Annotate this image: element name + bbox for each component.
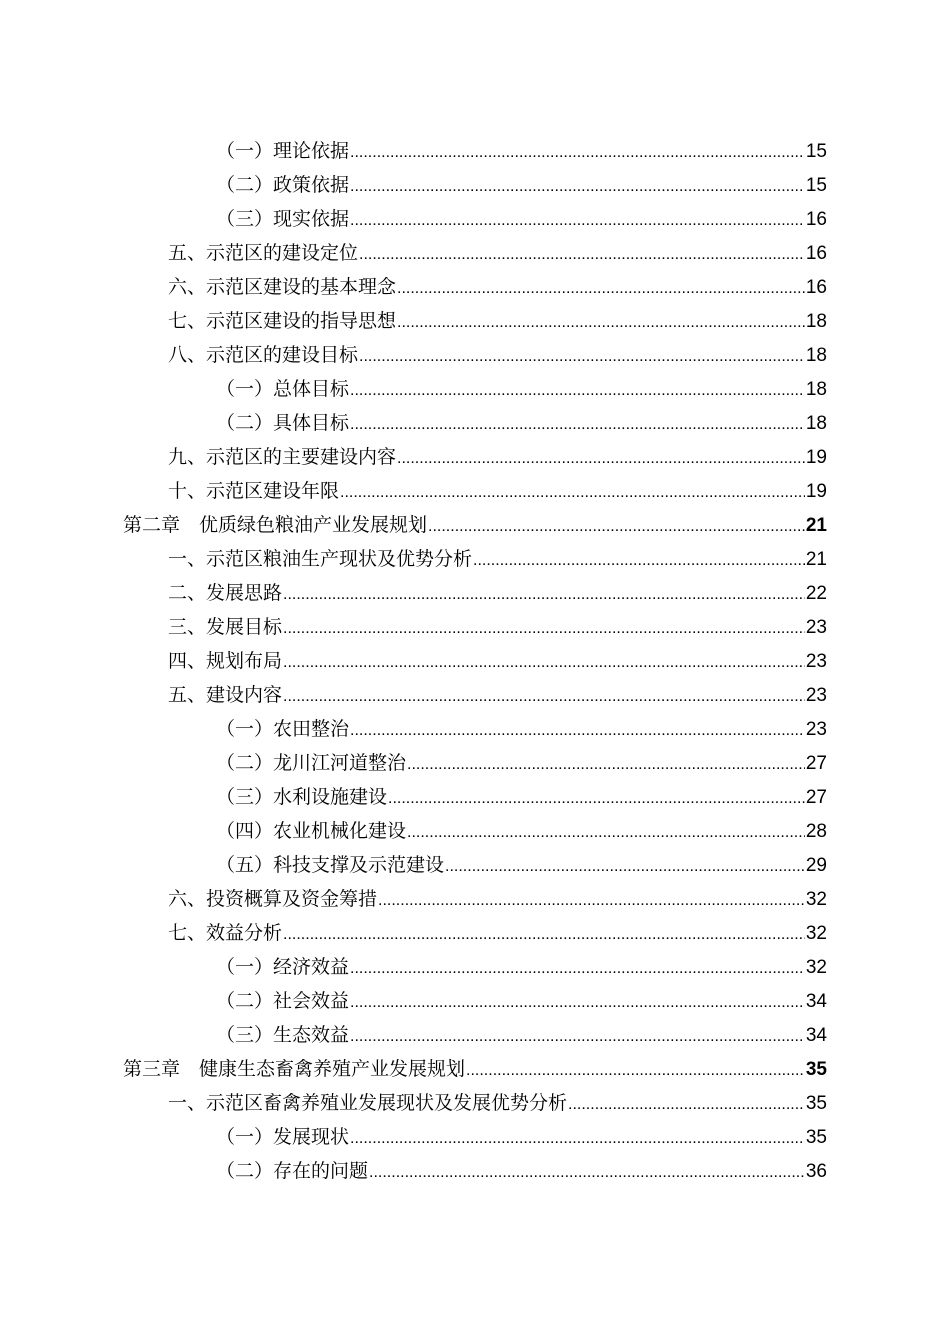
toc-entry-title: 五、建设内容: [168, 684, 283, 706]
toc-subsection-entry[interactable]: [0, 814, 950, 848]
toc-page-number: 35: [805, 1059, 827, 1080]
toc-dot-leader: [350, 986, 805, 1020]
toc-dot-leader: [283, 918, 805, 952]
toc-page-number: 18: [805, 413, 827, 434]
toc-page-number: 28: [805, 821, 827, 842]
toc-dot-leader: [397, 442, 805, 476]
toc-dot-leader: [340, 476, 805, 510]
toc-page-number: 19: [805, 481, 827, 502]
toc-page-number: 35: [805, 1093, 827, 1114]
toc-section-entry[interactable]: [0, 678, 950, 712]
toc-entry-title: 一、示范区粮油生产现状及优势分析: [168, 548, 473, 570]
toc-dot-leader: [428, 510, 805, 544]
toc-dot-leader: [407, 748, 805, 782]
toc-page-number: 23: [805, 651, 827, 672]
toc-dot-leader: [397, 272, 805, 306]
toc-dot-leader: [359, 238, 805, 272]
toc-entry-title: 七、示范区建设的指导思想: [168, 310, 397, 332]
toc-entry-title: 第三章 健康生态畜禽养殖产业发展规划: [123, 1058, 466, 1080]
toc-entry-title: 二、发展思路: [168, 582, 283, 604]
toc-entry-title: （二）社会效益: [216, 990, 350, 1012]
toc-page-number: 36: [805, 1161, 827, 1182]
toc-section-entry[interactable]: [0, 338, 950, 372]
toc-page-number: 32: [805, 889, 827, 910]
toc-dot-leader: [397, 306, 805, 340]
toc-subsection-entry[interactable]: [0, 202, 950, 236]
toc-subsection-entry[interactable]: [0, 406, 950, 440]
toc-chapter-entry[interactable]: [0, 508, 950, 542]
toc-page-number: 32: [805, 957, 827, 978]
toc-dot-leader: [369, 1156, 805, 1190]
toc-page-number: 19: [805, 447, 827, 468]
toc-entry-title: （四）农业机械化建设: [216, 820, 407, 842]
toc-subsection-entry[interactable]: [0, 984, 950, 1018]
toc-entry-title: 七、效益分析: [168, 922, 283, 944]
toc-dot-leader: [359, 340, 805, 374]
toc-dot-leader: [350, 136, 805, 170]
toc-section-entry[interactable]: [0, 474, 950, 508]
toc-section-entry[interactable]: [0, 576, 950, 610]
toc-entry-title: 十、示范区建设年限: [168, 480, 340, 502]
toc-entry-title: （一）理论依据: [216, 140, 350, 162]
toc-dot-leader: [466, 1054, 805, 1088]
toc-section-entry[interactable]: [0, 440, 950, 474]
toc-chapter-entry[interactable]: [0, 1052, 950, 1086]
toc-entry-title: 五、示范区的建设定位: [168, 242, 359, 264]
toc-dot-leader: [378, 884, 805, 918]
toc-section-entry[interactable]: [0, 916, 950, 950]
toc-page-number: 16: [805, 277, 827, 298]
toc-entry-title: （二）具体目标: [216, 412, 350, 434]
toc-subsection-entry[interactable]: [0, 780, 950, 814]
toc-subsection-entry[interactable]: [0, 950, 950, 984]
toc-subsection-entry[interactable]: [0, 1120, 950, 1154]
toc-entry-title: （五）科技支撑及示范建设: [216, 854, 445, 876]
table-of-contents: [0, 134, 950, 1188]
toc-dot-leader: [407, 816, 805, 850]
toc-page-number: 15: [805, 141, 827, 162]
toc-entry-title: 三、发展目标: [168, 616, 283, 638]
toc-entry-title: 八、示范区的建设目标: [168, 344, 359, 366]
toc-entry-title: 六、示范区建设的基本理念: [168, 276, 397, 298]
toc-dot-leader: [350, 170, 805, 204]
toc-entry-title: （一）经济效益: [216, 956, 350, 978]
toc-dot-leader: [350, 952, 805, 986]
toc-entry-title: （三）生态效益: [216, 1024, 350, 1046]
toc-page-number: 32: [805, 923, 827, 944]
toc-page-number: 34: [805, 1025, 827, 1046]
toc-subsection-entry[interactable]: [0, 848, 950, 882]
toc-section-entry[interactable]: [0, 1086, 950, 1120]
toc-dot-leader: [283, 578, 805, 612]
toc-entry-title: （一）农田整治: [216, 718, 350, 740]
toc-dot-leader: [473, 544, 805, 578]
toc-page-number: 23: [805, 617, 827, 638]
toc-entry-title: 六、投资概算及资金筹措: [168, 888, 378, 910]
toc-entry-title: 一、示范区畜禽养殖业发展现状及发展优势分析: [168, 1092, 568, 1114]
toc-page-number: 22: [805, 583, 827, 604]
toc-entry-title: （二）龙川江河道整治: [216, 752, 407, 774]
toc-entry-title: 四、规划布局: [168, 650, 283, 672]
toc-page-number: 23: [805, 685, 827, 706]
toc-entry-title: （二）存在的问题: [216, 1160, 369, 1182]
toc-subsection-entry[interactable]: [0, 746, 950, 780]
toc-page-number: 27: [805, 787, 827, 808]
toc-dot-leader: [388, 782, 805, 816]
toc-section-entry[interactable]: [0, 610, 950, 644]
toc-page-number: 29: [805, 855, 827, 876]
toc-page-number: 21: [805, 549, 827, 570]
toc-page-number: 18: [805, 345, 827, 366]
toc-dot-leader: [568, 1088, 805, 1122]
toc-subsection-entry[interactable]: [0, 712, 950, 746]
toc-entry-title: （二）政策依据: [216, 174, 350, 196]
toc-page-number: 34: [805, 991, 827, 1012]
toc-dot-leader: [350, 1122, 805, 1156]
toc-page-number: 35: [805, 1127, 827, 1148]
toc-section-entry[interactable]: [0, 882, 950, 916]
toc-dot-leader: [350, 1020, 805, 1054]
toc-page-number: 18: [805, 311, 827, 332]
toc-subsection-entry[interactable]: [0, 1154, 950, 1188]
toc-subsection-entry[interactable]: [0, 134, 950, 168]
toc-section-entry[interactable]: [0, 236, 950, 270]
toc-dot-leader: [283, 680, 805, 714]
toc-page-number: 23: [805, 719, 827, 740]
toc-page-number: 16: [805, 209, 827, 230]
toc-page-number: 27: [805, 753, 827, 774]
toc-entry-title: （一）发展现状: [216, 1126, 350, 1148]
toc-subsection-entry[interactable]: [0, 372, 950, 406]
toc-dot-leader: [350, 714, 805, 748]
toc-subsection-entry[interactable]: [0, 1018, 950, 1052]
toc-subsection-entry[interactable]: [0, 168, 950, 202]
toc-dot-leader: [445, 850, 805, 884]
toc-section-entry[interactable]: [0, 644, 950, 678]
toc-dot-leader: [283, 612, 805, 646]
toc-page-number: 21: [805, 515, 827, 536]
toc-entry-title: 第二章 优质绿色粮油产业发展规划: [123, 514, 428, 536]
toc-page-number: 15: [805, 175, 827, 196]
toc-entry-title: （三）水利设施建设: [216, 786, 388, 808]
toc-section-entry[interactable]: [0, 270, 950, 304]
toc-page-number: 18: [805, 379, 827, 400]
toc-section-entry[interactable]: [0, 542, 950, 576]
toc-dot-leader: [350, 204, 805, 238]
toc-page-number: 16: [805, 243, 827, 264]
toc-entry-title: 九、示范区的主要建设内容: [168, 446, 397, 468]
toc-entry-title: （三）现实依据: [216, 208, 350, 230]
toc-dot-leader: [350, 408, 805, 442]
toc-section-entry[interactable]: [0, 304, 950, 338]
toc-dot-leader: [350, 374, 805, 408]
toc-dot-leader: [283, 646, 805, 680]
toc-entry-title: （一）总体目标: [216, 378, 350, 400]
